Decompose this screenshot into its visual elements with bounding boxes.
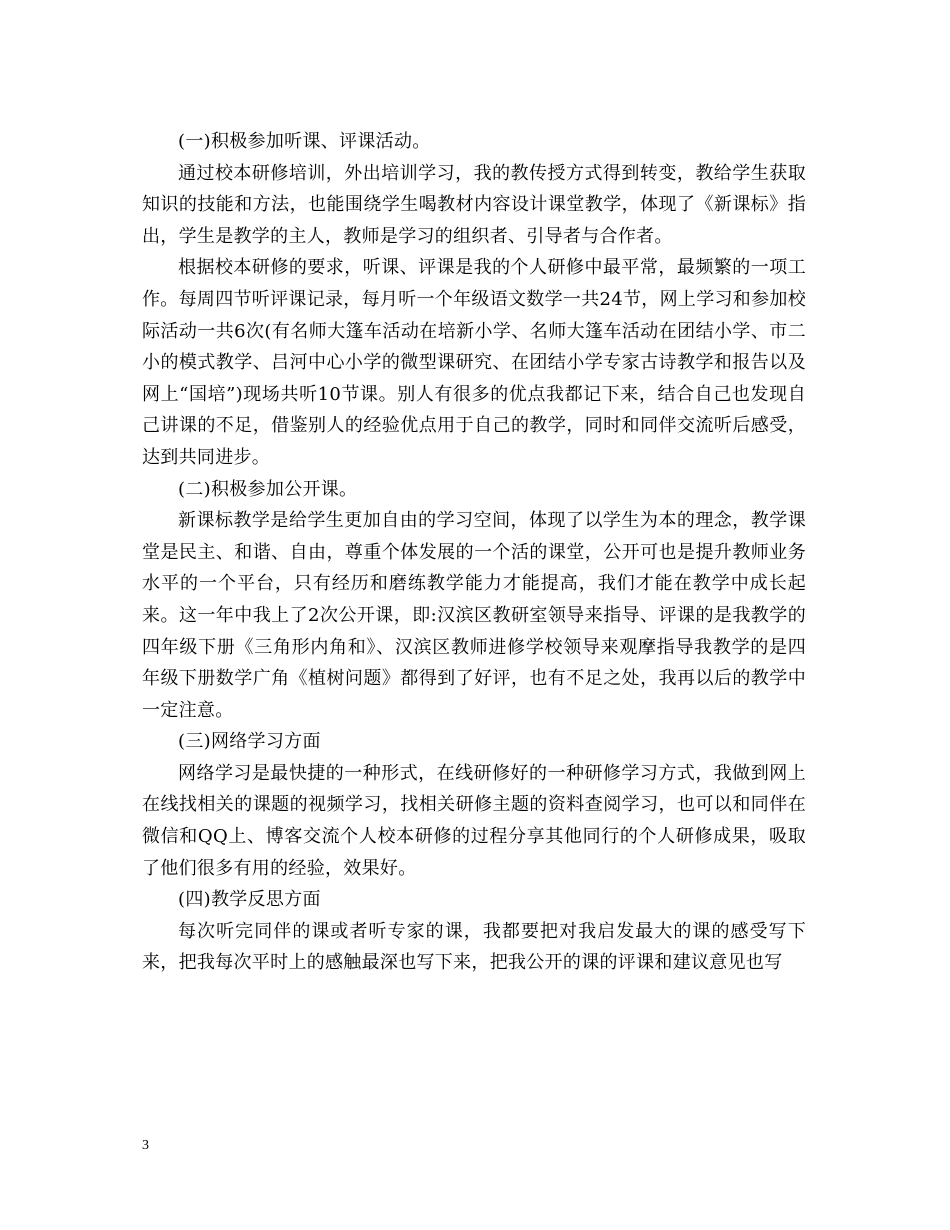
paragraph-3-1: 网络学习是最快捷的一种形式，在线研修好的一种研修学习方式，我做到网上在线找相关的课题的视频学习，找相关研修主题的资料查阅学习，也可以和同伴在微信和QQ上、博客交流个人校本研修的过程分享其他同行的个人研修成果，吸取了他们很多有用的经验，效果好。	[142, 762, 806, 879]
section-heading-4: (四)教学反思方面	[178, 889, 321, 911]
section-heading-1: (一)积极参加听课、评课活动。	[178, 131, 431, 152]
paragraph-4-1: 每次听完同伴的课或者听专家的课，我都要把对我启发最大的课的感受写下来，把我每次平时上的感触最深也写下来，把我公开的课的评课和建议意见也写	[142, 920, 806, 974]
paragraph-1-2: 根据校本研修的要求，听课、评课是我的个人研修中最平常，最频繁的一项工作。每周四节听评课记录，每月听一个年级语文数学一共24节，网上学习和参加校际活动一共6次(有名师大篷车活动在培新小学、名师大篷车活动在团结小学、市二小的模式教学、吕河中心小学的微型课研究、在团结小学专家古诗教学和报告以及网上“国培”)现场共听10节课。别人有很多的优点我都记下来，结合自己也发现自己讲课的不足，借鉴别人的经验优点用于自己的教学，同时和同伴交流听后感受，达到共同进步。	[142, 257, 807, 468]
section-heading-3: (三)网络学习方面	[178, 731, 321, 753]
paragraph-2-1: 新课标教学是给学生更加自由的学习空间，体现了以学生为本的理念，教学课堂是民主、和谐、自由，尊重个体发展的一个活的课堂，公开可也是提升教师业务水平的一个平台，只有经历和磨练教学能力才能提高，我们才能在教学中成长起来。这一年中我上了2次公开课，即:汉滨区教研室领导来指导、评课的是我教学的四年级下册《三角形内角和》、汉滨区教师进修学校领导来观摩指导我教学的是四年级下册数学广角《植树问题》都得到了好评，也有不足之处，我再以后的教学中一定注意。	[142, 510, 806, 721]
page-number: 3	[142, 1138, 149, 1153]
section-heading-2: (二)积极参加公开课。	[178, 478, 358, 500]
document-body	[142, 126, 806, 979]
paragraph-1-1: 通过校本研修培训，外出培训学习，我的教传授方式得到转变，教给学生获取知识的技能和方法，也能围绕学生喝教材内容设计课堂教学，体现了《新课标》指出，学生是教学的主人，教师是学习的组织者、引导者与合作者。	[142, 162, 806, 247]
